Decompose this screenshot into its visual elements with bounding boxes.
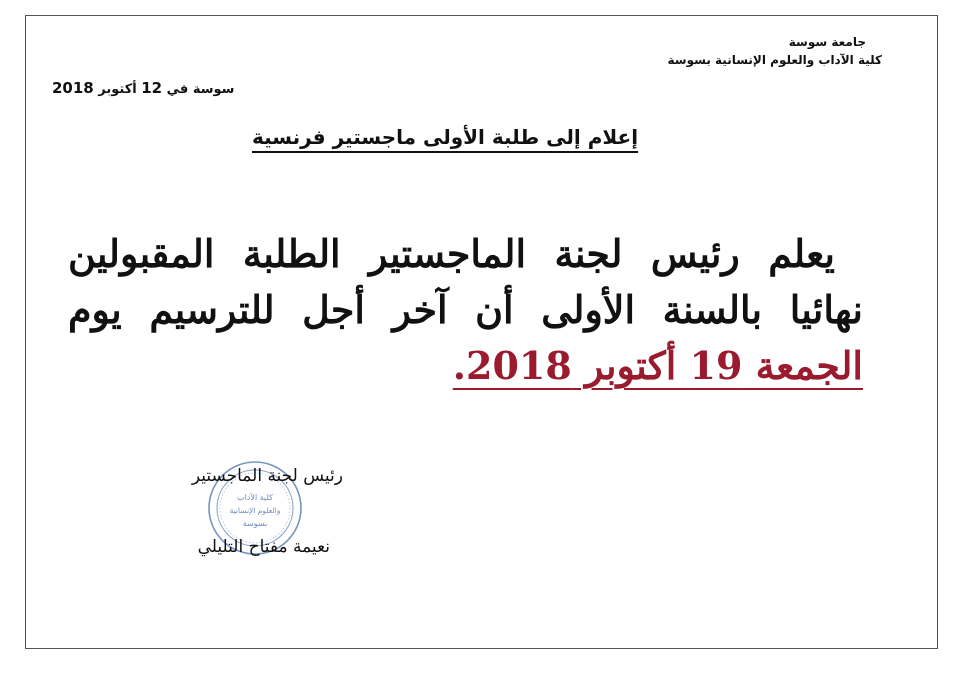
stamp-text-line-2: والعلوم الإنسانية [229,506,281,515]
announcement-deadline-line [68,338,863,394]
stamp-text-line-3: بسوسة [242,519,268,528]
announcement-body [68,226,863,394]
announcement-title: إعلام إلى طلبة الأولى ماجستير فرنسية [251,125,639,149]
stamp-text-line-1: كلية الآداب [237,493,273,502]
date-month: أكتوبر [93,82,142,97]
faculty-name: كلية الآداب والعلوم الإنسانية بسوسة [667,53,882,67]
date-year: 2018 [52,79,94,97]
signatory-title: رئيس لجنة الماجستير [191,466,343,486]
document-date [52,79,234,97]
announcement-line-2: نهائيا بالسنة الأولى أن آخر أجل للترسيم يوم [68,287,863,332]
announcement-line-1: يعلم رئيس لجنة الماجستير الطلبة المقبولين [68,231,835,276]
institution-header [668,33,882,69]
date-day: 12 [141,79,163,97]
registration-deadline: الجمعة 19 أكتوبر 2018. [452,343,863,388]
date-prefix: سوسة في [162,82,235,97]
university-name: جامعة سوسة [788,35,866,49]
signatory-name: نعيمة مفتاح التليلي [197,537,330,557]
